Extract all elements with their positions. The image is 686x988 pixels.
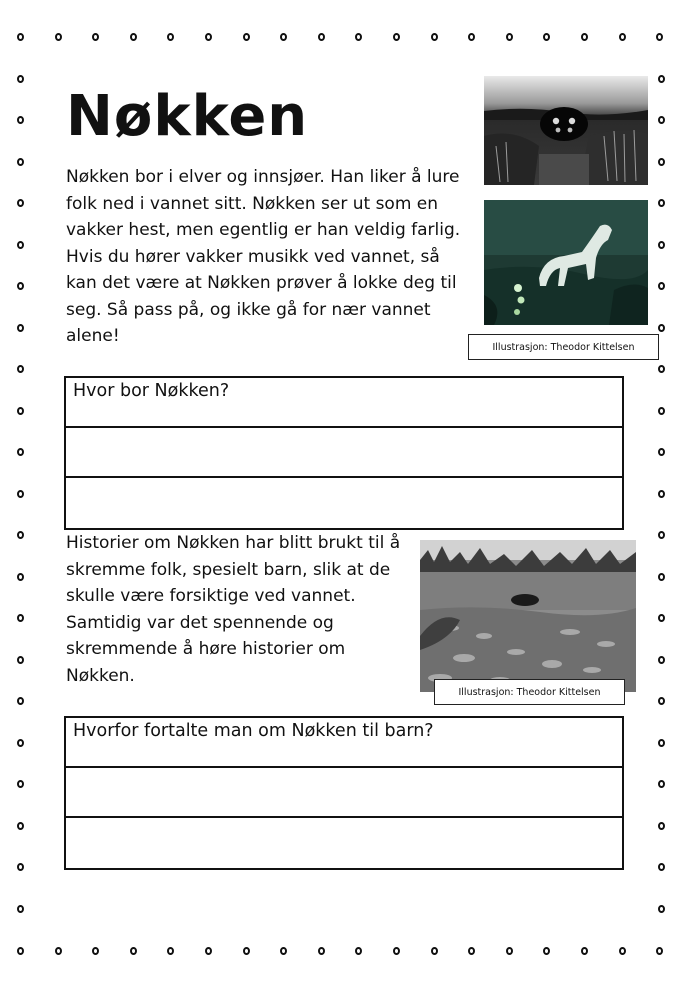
question-box-1 — [64, 376, 624, 530]
border-dot — [506, 947, 513, 955]
border-dot — [17, 780, 24, 788]
answer-line[interactable] — [66, 818, 622, 868]
border-dot — [431, 947, 438, 955]
intro-text: Nøkken bor i elver og innsjøer. Han liker å lure folk ned i vannet sitt. Nøkken ser ut som en vakker hest, men egentlig er han veldig farlig. Hvis du hører vakker musikk ved vannet, så kan det være at Nøkken prøver å lokke deg til seg. Så pass på, og ikke gå for nær vannet alene! — [66, 167, 461, 346]
border-dot — [17, 739, 24, 747]
answer-line[interactable] — [66, 768, 622, 818]
border-dot — [658, 490, 665, 498]
border-dot — [17, 282, 24, 290]
border-dot — [355, 33, 362, 41]
question-1-text: Hvor bor Nøkken? — [73, 381, 230, 401]
border-dot — [658, 324, 665, 332]
illustration-nokken-eyes — [484, 76, 648, 185]
border-dot — [17, 116, 24, 124]
border-dot — [318, 947, 325, 955]
border-dot — [658, 282, 665, 290]
border-dot — [167, 33, 174, 41]
border-dot — [130, 947, 137, 955]
border-dot — [468, 947, 475, 955]
border-dot — [619, 947, 626, 955]
border-dot — [658, 531, 665, 539]
border-dot — [658, 158, 665, 166]
border-dot — [17, 863, 24, 871]
border-dot — [658, 75, 665, 83]
history-text: Historier om Nøkken har blitt brukt til å skremme folk, spesielt barn, slik at de skulle være forsiktige ved vannet. Samtidig var det spennende og skremmende å høre historier om Nøkken. — [66, 533, 401, 686]
border-dot — [205, 33, 212, 41]
border-dot — [431, 33, 438, 41]
border-dot — [92, 947, 99, 955]
border-dot — [658, 614, 665, 622]
border-dot — [658, 697, 665, 705]
border-dot — [619, 33, 626, 41]
border-dot — [17, 365, 24, 373]
border-dot — [543, 33, 550, 41]
border-dot — [167, 947, 174, 955]
border-dot — [658, 573, 665, 581]
border-dot — [658, 780, 665, 788]
border-dot — [581, 33, 588, 41]
border-dot — [393, 947, 400, 955]
border-dot — [658, 116, 665, 124]
border-dot — [393, 33, 400, 41]
border-dot — [468, 33, 475, 41]
answer-line[interactable] — [66, 478, 622, 528]
border-dot — [17, 614, 24, 622]
border-dot — [581, 947, 588, 955]
border-dot — [17, 531, 24, 539]
border-dot — [92, 33, 99, 41]
border-dot — [17, 573, 24, 581]
border-dot — [55, 947, 62, 955]
border-dot — [17, 199, 24, 207]
border-dot — [243, 947, 250, 955]
border-dot — [205, 947, 212, 955]
border-dot — [280, 33, 287, 41]
question-box-2 — [64, 716, 624, 870]
border-dot — [658, 365, 665, 373]
border-dot — [17, 407, 24, 415]
illustration-caption-top: Illustrasjon: Theodor Kittelsen — [468, 334, 659, 360]
border-dot — [17, 33, 24, 41]
border-dot — [17, 448, 24, 456]
border-dot — [658, 905, 665, 913]
border-dot — [506, 33, 513, 41]
border-dot — [17, 947, 24, 955]
border-dot — [17, 324, 24, 332]
border-dot — [656, 33, 663, 41]
border-dot — [17, 75, 24, 83]
border-dot — [17, 490, 24, 498]
border-dot — [17, 241, 24, 249]
border-dot — [543, 947, 550, 955]
border-dot — [658, 822, 665, 830]
border-dot — [17, 697, 24, 705]
border-dot — [318, 33, 325, 41]
question-2-text: Hvorfor fortalte man om Nøkken til barn? — [73, 721, 434, 741]
question-row — [66, 378, 622, 428]
border-dot — [658, 448, 665, 456]
illustration-caption-bottom: Illustrasjon: Theodor Kittelsen — [434, 679, 625, 705]
border-dot — [243, 33, 250, 41]
border-dot — [355, 947, 362, 955]
illustration-nokken-lake — [420, 540, 636, 692]
border-dot — [17, 822, 24, 830]
border-dot — [656, 947, 663, 955]
page-title: Nøkken — [66, 84, 309, 149]
border-dot — [130, 33, 137, 41]
border-dot — [658, 656, 665, 664]
border-dot — [658, 407, 665, 415]
border-dot — [658, 241, 665, 249]
border-dot — [280, 947, 287, 955]
border-dot — [17, 158, 24, 166]
border-dot — [17, 656, 24, 664]
border-dot — [55, 33, 62, 41]
border-dot — [658, 739, 665, 747]
illustration-white-horse — [484, 200, 648, 325]
border-dot — [658, 863, 665, 871]
border-dot — [17, 905, 24, 913]
question-row — [66, 718, 622, 768]
border-dot — [658, 199, 665, 207]
answer-line[interactable] — [66, 428, 622, 478]
